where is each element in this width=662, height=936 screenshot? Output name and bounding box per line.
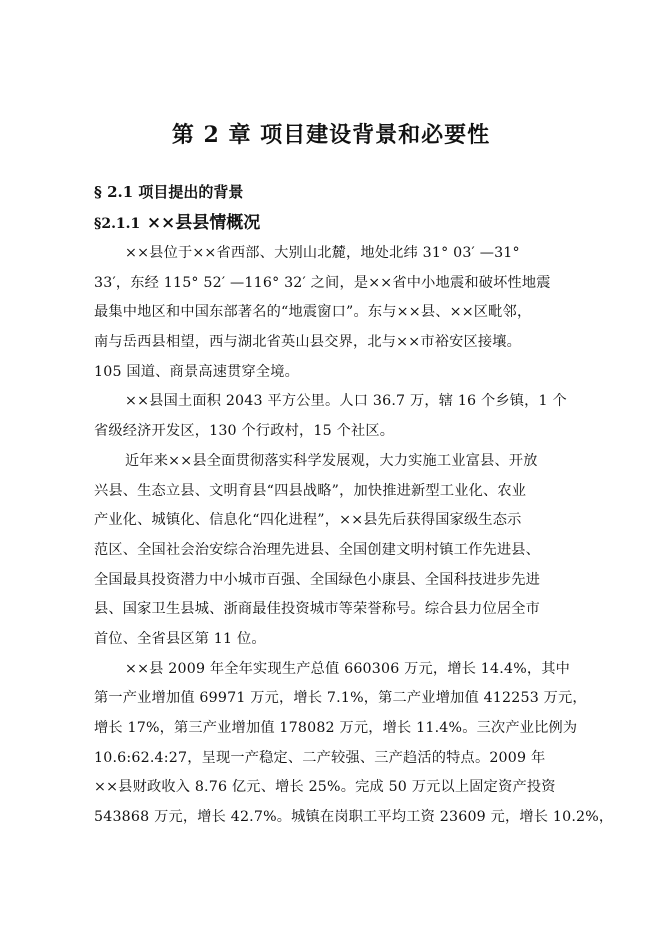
paragraph-location [94,239,604,387]
text-line: 10.6:62.4:27，呈现一产稳定、二产较强、三产趋活的特点。2009 年 [94,749,546,766]
body-text [94,239,614,833]
text-line: 范区、全国社会治安综合治理先进县、全国创建文明村镇工作先进县、 [94,541,541,558]
text-line: ××县国土面积 2043 平方公里。人口 36.7 万，辖 16 个乡镇，1 个 [125,393,567,410]
section-title: § 2.1 项目提出的背景 [94,183,244,201]
text-line: 省级经济开发区，130 个行政村，15 个社区。 [94,423,395,440]
text-line: 全国最具投资潜力中小城市百强、全国绿色小康县、全国科技进步先进 [94,571,541,588]
text-line: ××县 2009 年全年实现生产总值 660306 万元，增长 14.4%，其中 [125,660,571,677]
text-line: 首位、全省县区第 11 位。 [94,630,266,647]
paragraph-area-population [94,387,604,446]
text-line: 33′，东经 115° 52′ —116° 32′ 之间，是××省中小地震和破坏性地震 [94,274,551,291]
paragraph-economy [94,655,614,833]
subsection-title [94,208,260,233]
text-line: 南与岳西县相望，西与湖北省英山县交界，北与××市裕安区接壤。 [94,334,522,351]
text-line: 县、国家卫生县城、浙商最佳投资城市等荣誉称号。综合县力位居全市 [94,601,541,618]
text-line: ××县财政收入 8.76 亿元、增长 25%。完成 50 万元以上固定资产投资 [94,779,556,796]
chapter-title: 第 2 章 项目建设背景和必要性 [171,122,491,148]
text-line: 增长 17%，第三产业增加值 178082 万元，增长 11.4%。三次产业比例为 [94,720,578,736]
text-line: 兴县、生态立县、文明育县“四县战略”，加快推进新型工业化、农业 [94,482,527,499]
subsection-heading-text: ××县县情概况 [146,213,261,233]
text-line: 产业化、城镇化、信息化“四化进程”，××县先后获得国家级生态示 [94,512,522,529]
text-line: 第一产业增加值 69971 万元，增长 7.1%，第二产业增加值 412253 万元， [94,690,587,707]
text-line: 105 国道、商景高速贯穿全境。 [94,363,300,380]
text-line: ××县位于××省西部、大别山北麓，地处北纬 31° 03′ —31° [125,245,520,261]
paragraph-development [94,447,604,655]
text-line: 最集中地区和中国东部著名的“地震窗口”。东与××县、××区毗邻， [94,304,532,321]
text-line: 543868 万元，增长 42.7%。城镇在岗职工平均工资 23609 元，增长 10.2%， [94,809,614,826]
subsection-number: §2.1.1 [94,216,141,232]
text-line: 近年来××县全面贯彻落实科学发展观，大力实施工业富县、开放 [125,452,538,469]
